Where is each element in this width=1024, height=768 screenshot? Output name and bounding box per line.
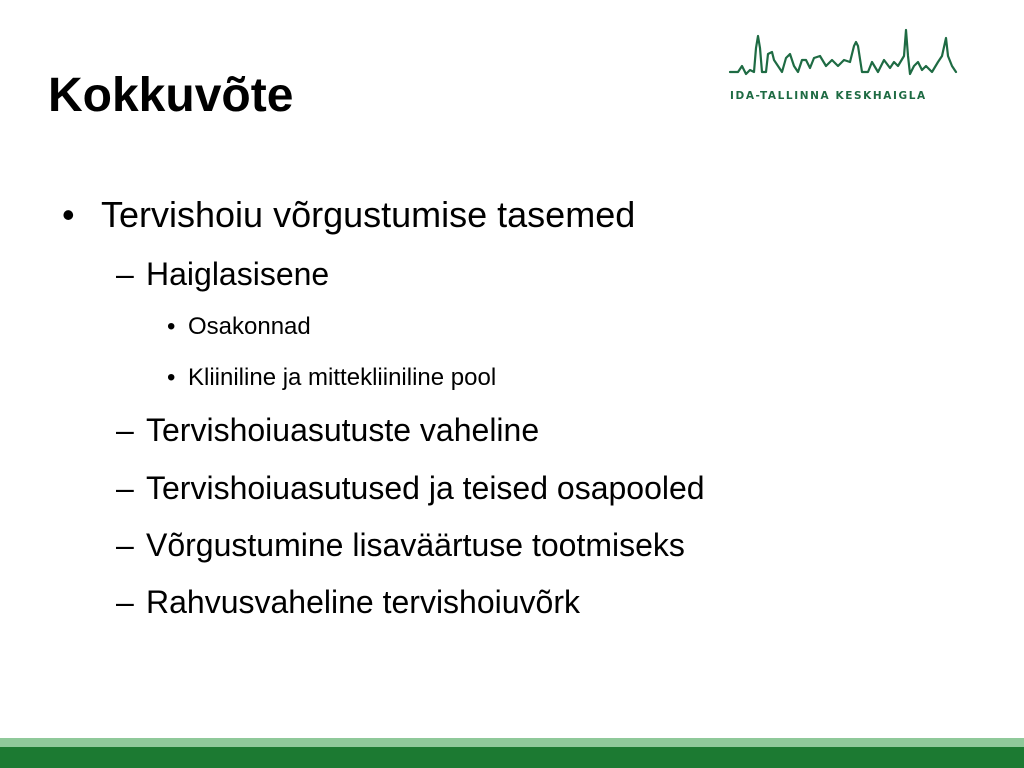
sub-bullet-item (116, 586, 580, 618)
sub-bullet-item (116, 529, 685, 561)
bullet-marker: • (62, 194, 75, 235)
sub-bullet-text: Tervishoiuasutuste vaheline (146, 412, 540, 448)
sub-bullet-text: Haiglasisene (146, 256, 330, 292)
sub-bullet-item (116, 258, 329, 290)
slide-title: Kokkuvõte (48, 69, 294, 122)
sub-bullet-item (116, 472, 705, 504)
dash-marker: – (116, 256, 134, 292)
hospital-logo-text: IDA-TALLINNA KESKHAIGLA (730, 90, 927, 102)
footer-stripe-dark (0, 747, 1024, 768)
sub-bullet-text: Võrgustumine lisaväärtuse tootmiseks (146, 527, 685, 563)
bullet-marker: • (167, 313, 176, 340)
footer-stripe-light (0, 738, 1024, 747)
bullet-text: Tervishoiu võrgustumise tasemed (101, 194, 636, 235)
dash-marker: – (116, 470, 134, 506)
dash-marker: – (116, 584, 134, 620)
sub-bullet-text: Rahvusvaheline tervishoiuvõrk (146, 584, 580, 620)
sub-sub-bullet-text: Osakonnad (188, 313, 311, 340)
bullet-item (62, 194, 636, 235)
sub-sub-bullet-item (167, 366, 496, 390)
sub-bullet-item (116, 414, 539, 446)
sub-sub-bullet-item (167, 315, 311, 339)
dash-marker: – (116, 412, 134, 448)
bullet-marker: • (167, 364, 176, 391)
dash-marker: – (116, 527, 134, 563)
sub-sub-bullet-text: Kliiniline ja mittekliiniline pool (188, 364, 497, 391)
sub-bullet-text: Tervishoiuasutused ja teised osapooled (146, 470, 705, 506)
